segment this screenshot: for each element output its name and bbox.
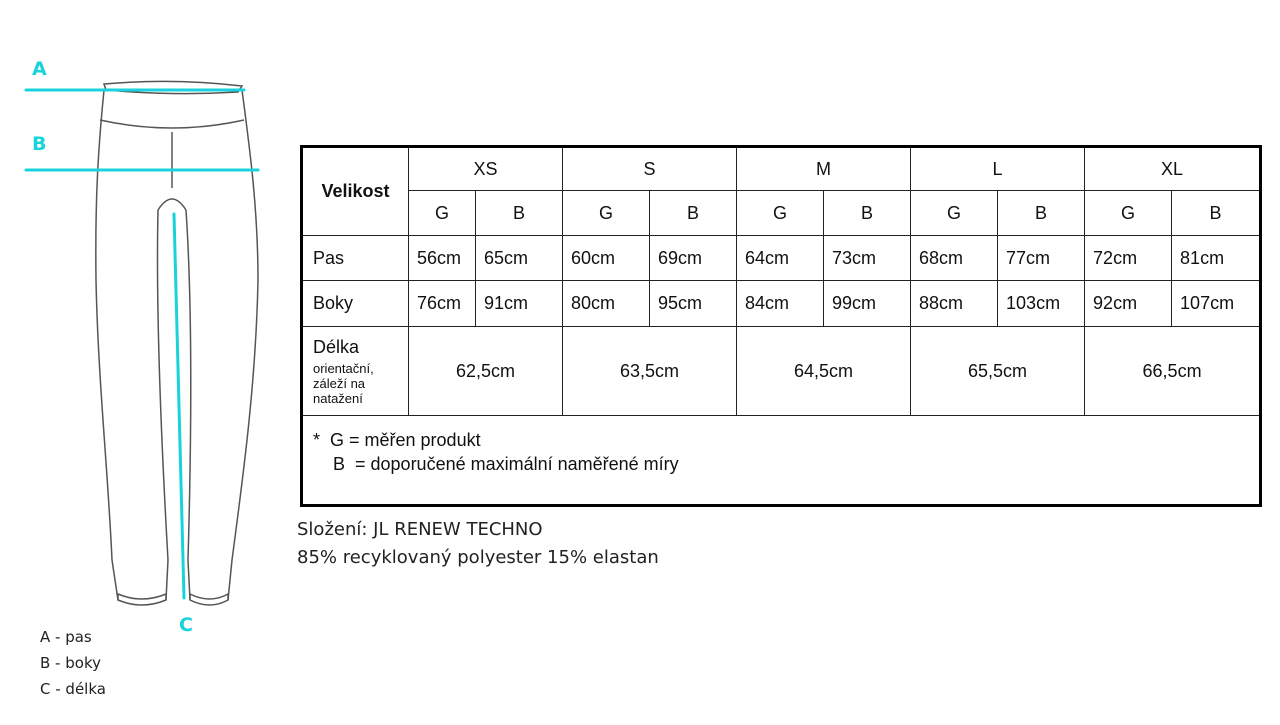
table-cell: 95cm bbox=[650, 281, 737, 327]
size-header-label: Velikost bbox=[302, 147, 409, 236]
table-cell: 77cm bbox=[998, 236, 1085, 281]
table-cell: 65cm bbox=[476, 236, 563, 281]
row-label-boky: Boky bbox=[302, 281, 409, 327]
table-cell: 72cm bbox=[1085, 236, 1172, 281]
size-m: M bbox=[737, 147, 911, 191]
leggings-diagram bbox=[0, 0, 280, 720]
size-xs: XS bbox=[409, 147, 563, 191]
sub-header-g: G bbox=[737, 191, 824, 236]
table-cell: 99cm bbox=[824, 281, 911, 327]
table-cell: 60cm bbox=[563, 236, 650, 281]
legend-item: A - pas bbox=[40, 628, 92, 646]
table-row-pas bbox=[302, 236, 1261, 281]
table-row-delka bbox=[302, 327, 1261, 416]
table-cell: 103cm bbox=[998, 281, 1085, 327]
table-cell: 92cm bbox=[1085, 281, 1172, 327]
sub-header-b: B bbox=[824, 191, 911, 236]
note-line: * G = měřen produkt bbox=[313, 430, 481, 450]
table-cell: 81cm bbox=[1172, 236, 1261, 281]
notes-cell bbox=[302, 416, 1261, 506]
table-cell: 66,5cm bbox=[1085, 327, 1261, 416]
table-cell: 88cm bbox=[911, 281, 998, 327]
composition-text bbox=[297, 516, 659, 572]
table-cell: 62,5cm bbox=[409, 327, 563, 416]
sub-header-g: G bbox=[563, 191, 650, 236]
table-row-notes bbox=[302, 416, 1261, 506]
table-cell: 65,5cm bbox=[911, 327, 1085, 416]
marker-b: B bbox=[32, 133, 47, 155]
size-l: L bbox=[911, 147, 1085, 191]
sub-header-g: G bbox=[911, 191, 998, 236]
table-cell: 64,5cm bbox=[737, 327, 911, 416]
sub-header-b: B bbox=[650, 191, 737, 236]
marker-c: C bbox=[179, 614, 193, 636]
row-label-delka bbox=[302, 327, 409, 416]
table-row-boky bbox=[302, 281, 1261, 327]
table-cell: 63,5cm bbox=[563, 327, 737, 416]
sub-header-b: B bbox=[998, 191, 1085, 236]
length-label: Délka bbox=[313, 336, 360, 357]
legend-item: C - délka bbox=[40, 680, 106, 698]
table-cell: 76cm bbox=[409, 281, 476, 327]
sub-header-g: G bbox=[409, 191, 476, 236]
table-cell: 84cm bbox=[737, 281, 824, 327]
table-cell: 107cm bbox=[1172, 281, 1261, 327]
table-cell: 68cm bbox=[911, 236, 998, 281]
size-xl: XL bbox=[1085, 147, 1261, 191]
leggings-outline-icon bbox=[0, 0, 280, 720]
row-label-pas: Pas bbox=[302, 236, 409, 281]
composition-line: Složení: JL RENEW TECHNO bbox=[297, 519, 543, 540]
size-table bbox=[300, 145, 1262, 507]
sub-header-b: B bbox=[1172, 191, 1261, 236]
legend-item: B - boky bbox=[40, 654, 101, 672]
sub-header-b: B bbox=[476, 191, 563, 236]
table-cell: 69cm bbox=[650, 236, 737, 281]
measurement-legend bbox=[40, 624, 106, 702]
table-cell: 80cm bbox=[563, 281, 650, 327]
length-sublabel: orientační, záleží na natažení bbox=[313, 360, 374, 406]
table-cell: 56cm bbox=[409, 236, 476, 281]
composition-line: 85% recyklovaný polyester 15% elastan bbox=[297, 547, 659, 568]
table-cell: 64cm bbox=[737, 236, 824, 281]
marker-a: A bbox=[32, 58, 47, 80]
note-line: B = doporučené maximální naměřené míry bbox=[313, 454, 679, 474]
size-s: S bbox=[563, 147, 737, 191]
sub-header-g: G bbox=[1085, 191, 1172, 236]
table-cell: 73cm bbox=[824, 236, 911, 281]
table-cell: 91cm bbox=[476, 281, 563, 327]
